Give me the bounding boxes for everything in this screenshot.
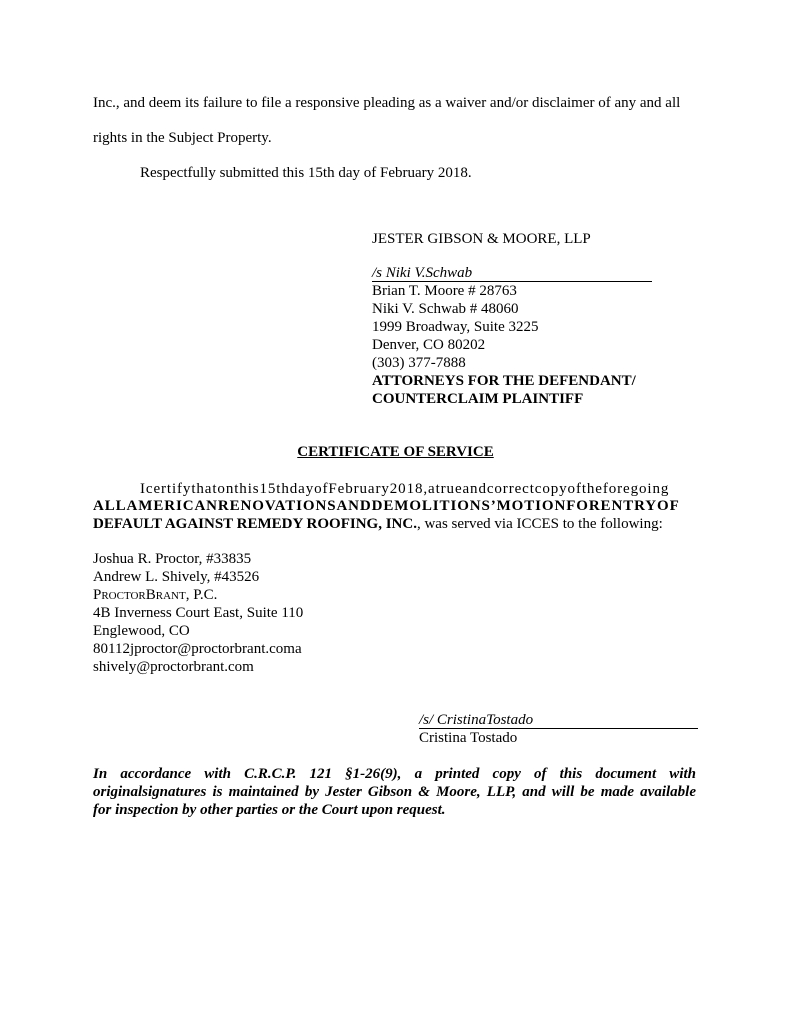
firm-phone: (303) 377-7888 [372, 355, 466, 371]
attorney-role: COUNTERCLAIM PLAINTIFF [372, 391, 584, 407]
document-title: ALLAMERICANRENOVATIONSANDDEMOLITIONS’MOTIONFORENTRYOF [93, 498, 680, 514]
attorney-signature: /s Niki V.Schwab [372, 265, 473, 281]
server-name: Cristina Tostado [419, 730, 518, 746]
recipient-name: Andrew L. Shively, #43526 [93, 569, 260, 585]
attorney-name: Niki V. Schwab # 48060 [372, 301, 519, 317]
attorney-role: ATTORNEYS FOR THE DEFENDANT/ [372, 373, 636, 389]
notice-line: originalsignatures is maintained by Jester Gibson & Moore, LLP, and will be made available [93, 784, 696, 800]
recipient-address: 4B Inverness Court East, Suite 110 [93, 605, 304, 621]
firm-address: 1999 Broadway, Suite 3225 [372, 319, 539, 335]
recipient-name: Joshua R. Proctor, #33835 [93, 551, 252, 567]
document-title: DEFAULT AGAINST REMEDY ROOFING, INC. [93, 516, 417, 532]
service-method: , was served via ICCES to the following: [416, 516, 663, 532]
recipient-email: 80112jproctor@proctorbrant.coma [93, 641, 302, 657]
server-signature: /s/ CristinaTostado [419, 712, 534, 728]
body-text-line: Inc., and deem its failure to file a responsive pleading as a waiver and/or disclaimer of any and all [93, 95, 681, 111]
submission-date-line: Respectfully submitted this 15th day of February 2018. [140, 165, 472, 181]
body-text-line: rights in the Subject Property. [93, 130, 272, 146]
certificate-title: CERTIFICATE OF SERVICE [297, 444, 494, 460]
original-signature-notice [93, 765, 696, 819]
recipient-firm: ProctorBrant, P.C. [93, 587, 218, 603]
firm-name: JESTER GIBSON & MOORE, LLP [372, 231, 591, 247]
firm-city: Denver, CO 80202 [372, 337, 486, 353]
document-title-line2 [93, 515, 663, 533]
notice-line: for inspection by other parties or the Court upon request. [93, 802, 446, 818]
recipient-email: shively@proctorbrant.com [93, 659, 254, 675]
notice-line: In accordance with C.R.C.P. 121 §1-26(9), a printed copy of this document with [93, 766, 696, 782]
certificate-intro: Icertifythatonthis15thdayofFebruary2018,atrueandcorrectcopyoftheforegoing [140, 481, 670, 497]
attorney-name: Brian T. Moore # 28763 [372, 283, 517, 299]
attorney-signature-line [372, 264, 652, 282]
recipient-city: Englewood, CO [93, 623, 190, 639]
server-signature-line [419, 711, 698, 729]
